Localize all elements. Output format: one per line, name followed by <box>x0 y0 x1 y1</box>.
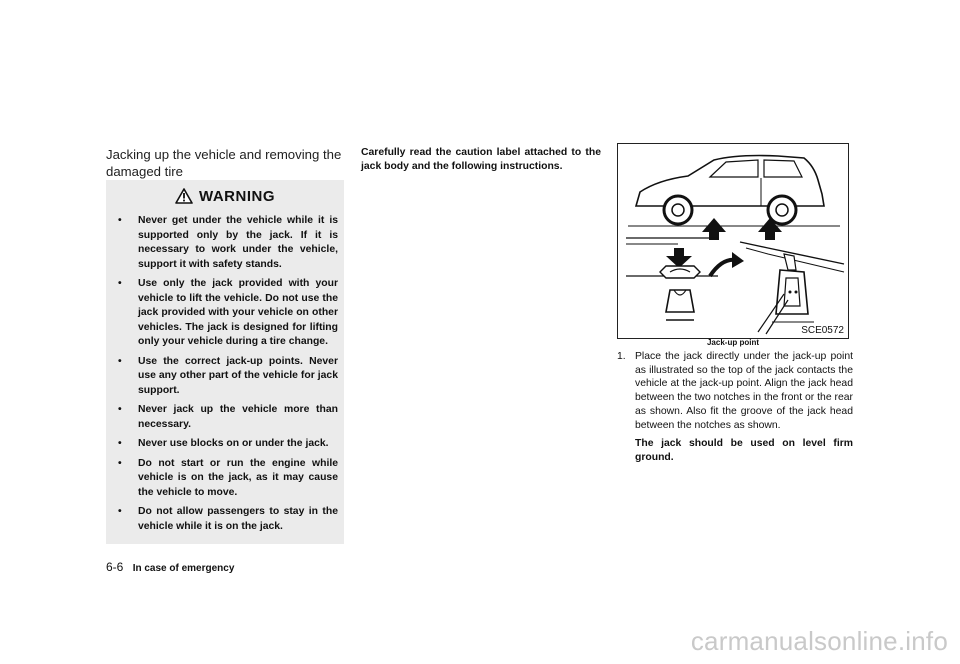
page-footer <box>106 560 234 574</box>
warning-list <box>114 214 338 539</box>
warning-item: • Use the correct jack-up points. Never use any other part of the vehicle for jack support. <box>118 355 338 396</box>
jack-up-illustration <box>618 144 850 340</box>
step-number: 1. <box>617 351 626 362</box>
figure-code: SCE0572 <box>801 325 844 336</box>
figure-caption: Jack-up point <box>706 338 759 347</box>
page-number: 6-6 <box>106 560 124 574</box>
watermark: carmanualsonline.info <box>690 626 948 656</box>
warning-title-row <box>106 188 344 205</box>
warning-item: • Do not start or run the engine while vehicle is on the jack, as it may cause the vehicle to move. <box>118 457 338 498</box>
warning-box <box>106 180 344 544</box>
step-1 <box>617 350 853 465</box>
step-note: The jack should be used on level firm ground. <box>635 438 853 463</box>
warning-triangle-icon <box>175 188 193 204</box>
warning-item: • Never use blocks on or under the jack. <box>118 438 329 449</box>
warning-item: • Use only the jack provided with your vehicle to lift the vehicle. Do not use the jack provided with your vehicle on other vehicles. The jack is designed for lifting only your vehicle during a tire change. <box>118 278 338 347</box>
warning-title: WARNING <box>199 188 275 205</box>
section-heading: Jacking up the vehicle and removing the damaged tire <box>106 147 342 179</box>
footer-section: In case of emergency <box>132 563 235 574</box>
caution-text: Carefully read the caution label attached to the jack body and the following instructions. <box>361 147 601 172</box>
warning-item: • Do not allow passengers to stay in the vehicle while it is on the jack. <box>118 506 338 532</box>
warning-item: • Never get under the vehicle while it is supported only by the jack. If it is necessary to work under the vehicle, support it with safety stands. <box>118 215 338 270</box>
jack-up-figure <box>617 143 849 339</box>
warning-item: • Never jack up the vehicle more than necessary. <box>118 404 338 430</box>
step-text: Place the jack directly under the jack-up point as illustrated so the top of the jack contacts the vehicle at the jack-up point. Align the jack head between the two notches in the front or the rear as shown. Also fit the groove of the jack head between the notches as shown. <box>635 351 853 431</box>
